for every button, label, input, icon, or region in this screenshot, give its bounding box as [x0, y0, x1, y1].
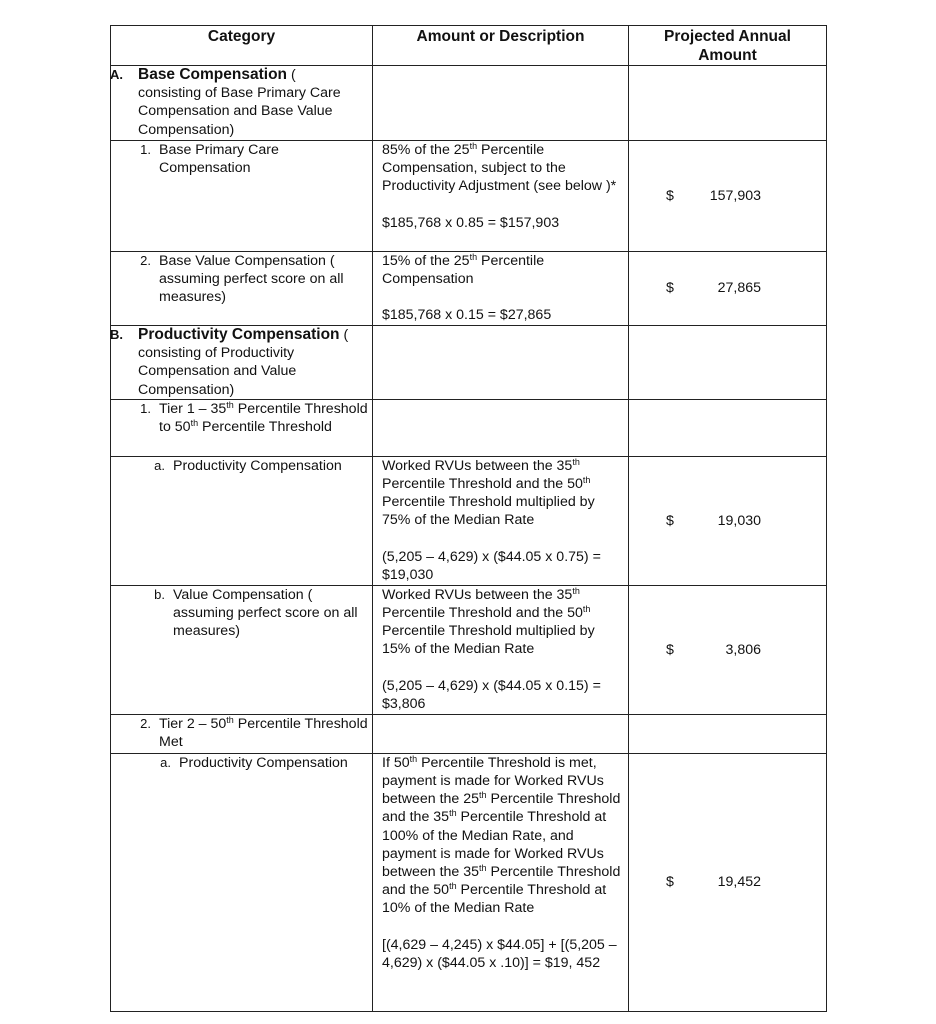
row-label: 1. — [140, 142, 151, 157]
table-row — [111, 66, 827, 141]
description-cell: Worked RVUs between the 35th Percentile Threshold and the 50th Percentile Threshold multiplied by 15% of the Median Rate (5,205 – 4,629) x ($44.05 x 0.15) = $3,806 — [373, 586, 628, 713]
table-row — [111, 252, 827, 326]
table-row — [111, 714, 827, 753]
section-detail: consisting of Base Primary Care Compensation and Base Value Compensation) — [138, 85, 341, 138]
compensation-table — [110, 25, 827, 1012]
header-description: Amount or Description — [373, 26, 629, 66]
description-cell: 15% of the 25th Percentile Compensation $185,768 x 0.15 = $27,865 — [373, 252, 628, 325]
row-label: B. — [110, 327, 123, 342]
description-cell: Worked RVUs between the 35th Percentile Threshold and the 50th Percentile Threshold multiplied by 75% of the Median Rate (5,205 – 4,629) x ($44.05 x 0.75) = $19,030 — [373, 457, 628, 584]
section-a-category: A. Base Compensation ( consisting of Base Primary Care Compensation and Base Value Compensation) — [111, 66, 372, 139]
amount-cell: $ 27,865 — [666, 280, 761, 297]
section-b-category: B. Productivity Compensation ( consisting of Productivity Compensation and Value Compensation) — [111, 326, 372, 399]
row-label: 2. — [140, 253, 151, 268]
calculation: [(4,629 – 4,245) x $44.05] + [(5,205 – 4,629) x ($44.05 x .10)] = $19, 452 — [382, 936, 617, 971]
calculation: (5,205 – 4,629) x ($44.05 x 0.15) = $3,806 — [382, 677, 601, 712]
calculation: (5,205 – 4,629) x ($44.05 x 0.75) = $19,030 — [382, 548, 601, 583]
row-label: 1. — [140, 400, 151, 416]
category-cell: Base Primary Care Compensation — [159, 142, 279, 177]
header-amount: Projected Annual Amount — [629, 26, 827, 66]
table-row — [111, 326, 827, 400]
row-label: a. — [160, 754, 171, 770]
category-cell: Value Compensation ( assuming perfect score on all measures) — [173, 586, 358, 640]
section-detail: consisting of Productivity Compensation and Value Compensation) — [138, 345, 297, 398]
header-category: Category — [111, 26, 373, 66]
category-cell: Tier 2 – 50th Percentile Threshold Met — [159, 714, 368, 751]
section-title: Base Compensation — [138, 66, 288, 83]
section-title: Productivity Compensation — [138, 326, 340, 343]
table-row — [111, 399, 827, 456]
category-cell: Productivity Compensation — [179, 754, 348, 771]
calculation: $185,768 x 0.15 = $27,865 — [382, 307, 552, 324]
row-label: A. — [110, 67, 123, 82]
header-row — [111, 26, 827, 66]
description-cell: If 50th Percentile Threshold is met, payment is made for Worked RVUs between the 25th Percentile Threshold and the 35th Percentile Threshold at 100% of the Median Rate, and payment is made for Worked RVUs between the 35th Percentile Threshold and the 50th Percentile Threshold at 10% of the Median Rate [(4,629 – 4,245) x $44.05] + [(5,205 – 4,629) x ($44.05 x .10)] = $19, 452 — [382, 753, 621, 971]
table-row — [111, 585, 827, 714]
amount-cell: $ 157,903 — [666, 187, 761, 204]
category-cell: Productivity Compensation — [173, 457, 342, 474]
amount-cell: $ 19,452 — [666, 874, 761, 891]
amount-cell: $ 3,806 — [666, 641, 761, 658]
table-row — [111, 141, 827, 252]
calculation: $185,768 x 0.85 = $157,903 — [382, 214, 560, 231]
category-cell: Base Value Compensation ( assuming perfect score on all measures) — [159, 253, 344, 306]
row-label: b. — [154, 586, 165, 602]
row-label: a. — [154, 457, 165, 473]
table-row — [111, 753, 827, 1011]
description-cell: 85% of the 25th Percentile Compensation, subject to the Productivity Adjustment (see below )* $185,768 x 0.85 = $157,903 — [373, 141, 628, 232]
table-row — [111, 456, 827, 585]
row-label: 2. — [140, 715, 151, 731]
category-cell: Tier 1 – 35th Percentile Threshold to 50th Percentile Threshold — [159, 399, 368, 436]
amount-cell: $ 19,030 — [666, 512, 761, 529]
